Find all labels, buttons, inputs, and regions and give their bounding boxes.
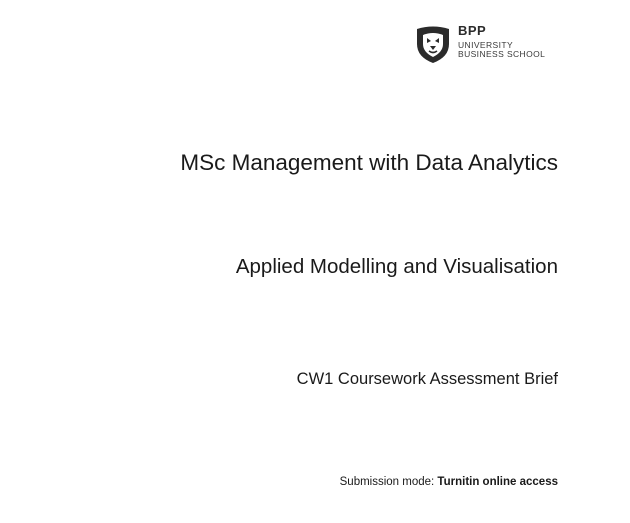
logo-subtitle-line-2: BUSINESS SCHOOL	[458, 49, 546, 59]
lion-shield-icon	[414, 24, 452, 64]
programme-title: MSc Management with Data Analytics	[180, 150, 558, 175]
submission-mode	[340, 476, 558, 488]
assessment-brief-title: CW1 Coursework Assessment Brief	[296, 370, 558, 388]
submission-mode-label: Submission mode:	[339, 476, 438, 488]
logo-subtitle-line-1: UNIVERSITY	[458, 40, 514, 50]
module-title: Applied Modelling and Visualisation	[235, 255, 558, 278]
submission-mode-value: Turnitin online access	[437, 476, 558, 488]
bpp-logo	[414, 24, 574, 66]
logo-brand-text: BPP	[458, 23, 487, 38]
